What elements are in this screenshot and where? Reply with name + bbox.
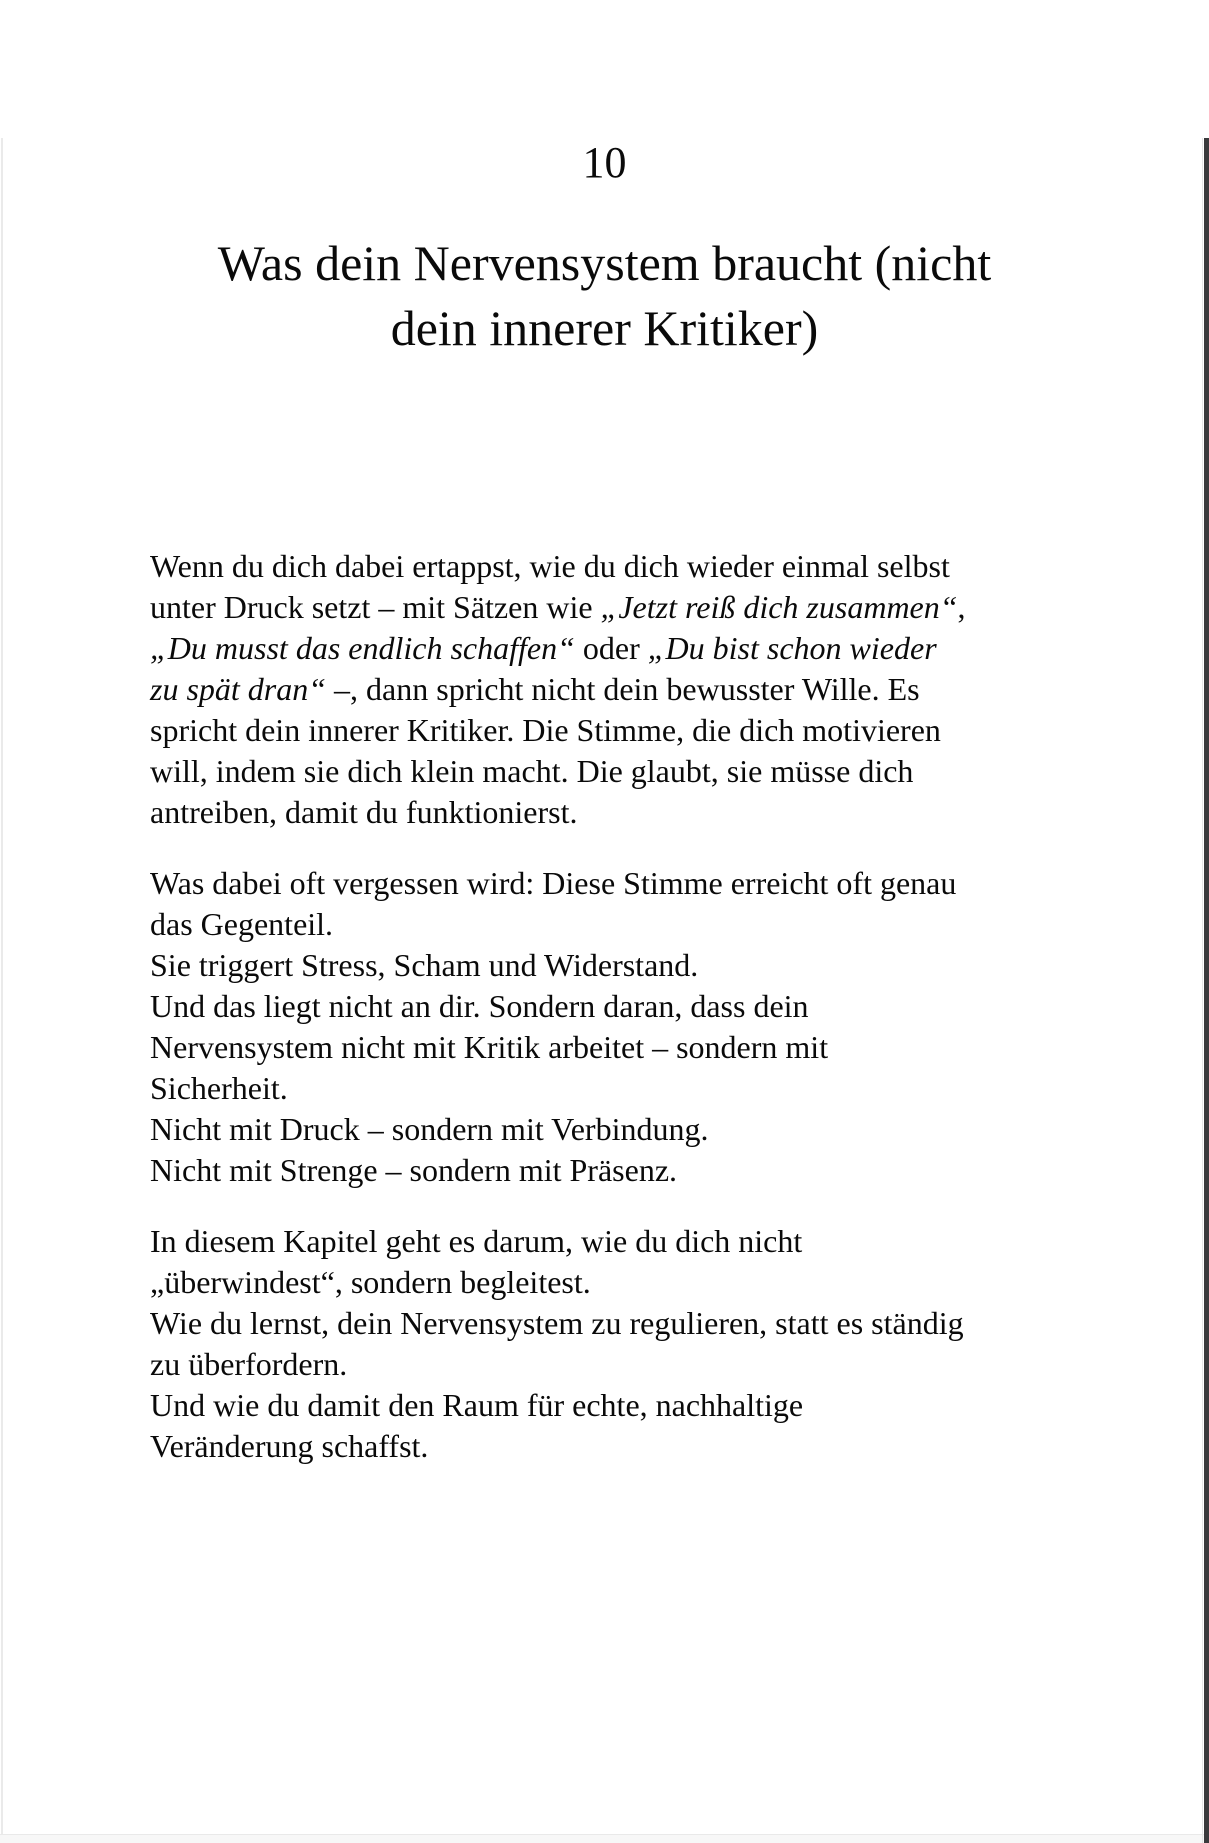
text-line: antreiben, damit du funktionierst.: [150, 793, 578, 830]
text-line: will, indem sie dich klein macht. Die glaubt, sie müsse dich: [150, 752, 914, 789]
text-line: das Gegenteil.: [150, 905, 334, 942]
paragraph: [150, 546, 1069, 833]
text-line: unter Druck setzt – mit Sätzen wie „Jetzt reiß dich zusammen“,: [150, 588, 966, 625]
book-page: [0, 138, 1209, 1843]
paragraph: [150, 1221, 1069, 1467]
text-line: zu überfordern.: [150, 1345, 348, 1382]
text-line: Nervensystem nicht mit Kritik arbeitet – sondern mit: [150, 1028, 829, 1065]
text-line: Und das liegt nicht an dir. Sondern daran, dass dein: [150, 987, 809, 1024]
text-line: Wie du lernst, dein Nervensystem zu regulieren, statt es ständig: [150, 1304, 964, 1341]
text-line: Veränderung schaffst.: [150, 1427, 429, 1464]
page-left-edge: [1, 138, 3, 1843]
body-text: [0, 546, 1209, 1467]
text-line: In diesem Kapitel geht es darum, wie du dich nicht: [150, 1222, 803, 1259]
paragraph: [150, 863, 1069, 1191]
chapter-title-line-2: dein innerer Kritiker): [390, 299, 819, 356]
text-line: Sie triggert Stress, Scham und Widerstand.: [150, 946, 699, 983]
text-line: Und wie du damit den Raum für echte, nachhaltige: [150, 1386, 804, 1423]
chapter-title: [0, 231, 1209, 361]
scrollbar[interactable]: [1204, 138, 1209, 1843]
chapter-title-line-1: Was dein Nervensystem braucht (nicht: [217, 234, 992, 291]
page-bottom-edge: [0, 1834, 1209, 1843]
text-line: Sicherheit.: [150, 1069, 288, 1106]
text-line: „Du musst das endlich schaffen“ oder „Du bist schon wieder: [150, 629, 937, 666]
text-line: Nicht mit Druck – sondern mit Verbindung.: [150, 1110, 709, 1147]
text-line: Nicht mit Strenge – sondern mit Präsenz.: [150, 1151, 678, 1188]
chapter-number: 10: [582, 138, 627, 187]
page-right-edge: [1202, 138, 1203, 1843]
text-line: Was dabei oft vergessen wird: Diese Stimme erreicht oft genau: [150, 864, 957, 901]
text-line: zu spät dran“ –, dann spricht nicht dein bewusster Wille. Es: [150, 670, 920, 707]
text-line: Wenn du dich dabei ertappst, wie du dich wieder einmal selbst: [150, 547, 950, 584]
text-line: „überwindest“, sondern begleitest.: [150, 1263, 591, 1300]
text-line: spricht dein innerer Kritiker. Die Stimme, die dich motivieren: [150, 711, 941, 748]
